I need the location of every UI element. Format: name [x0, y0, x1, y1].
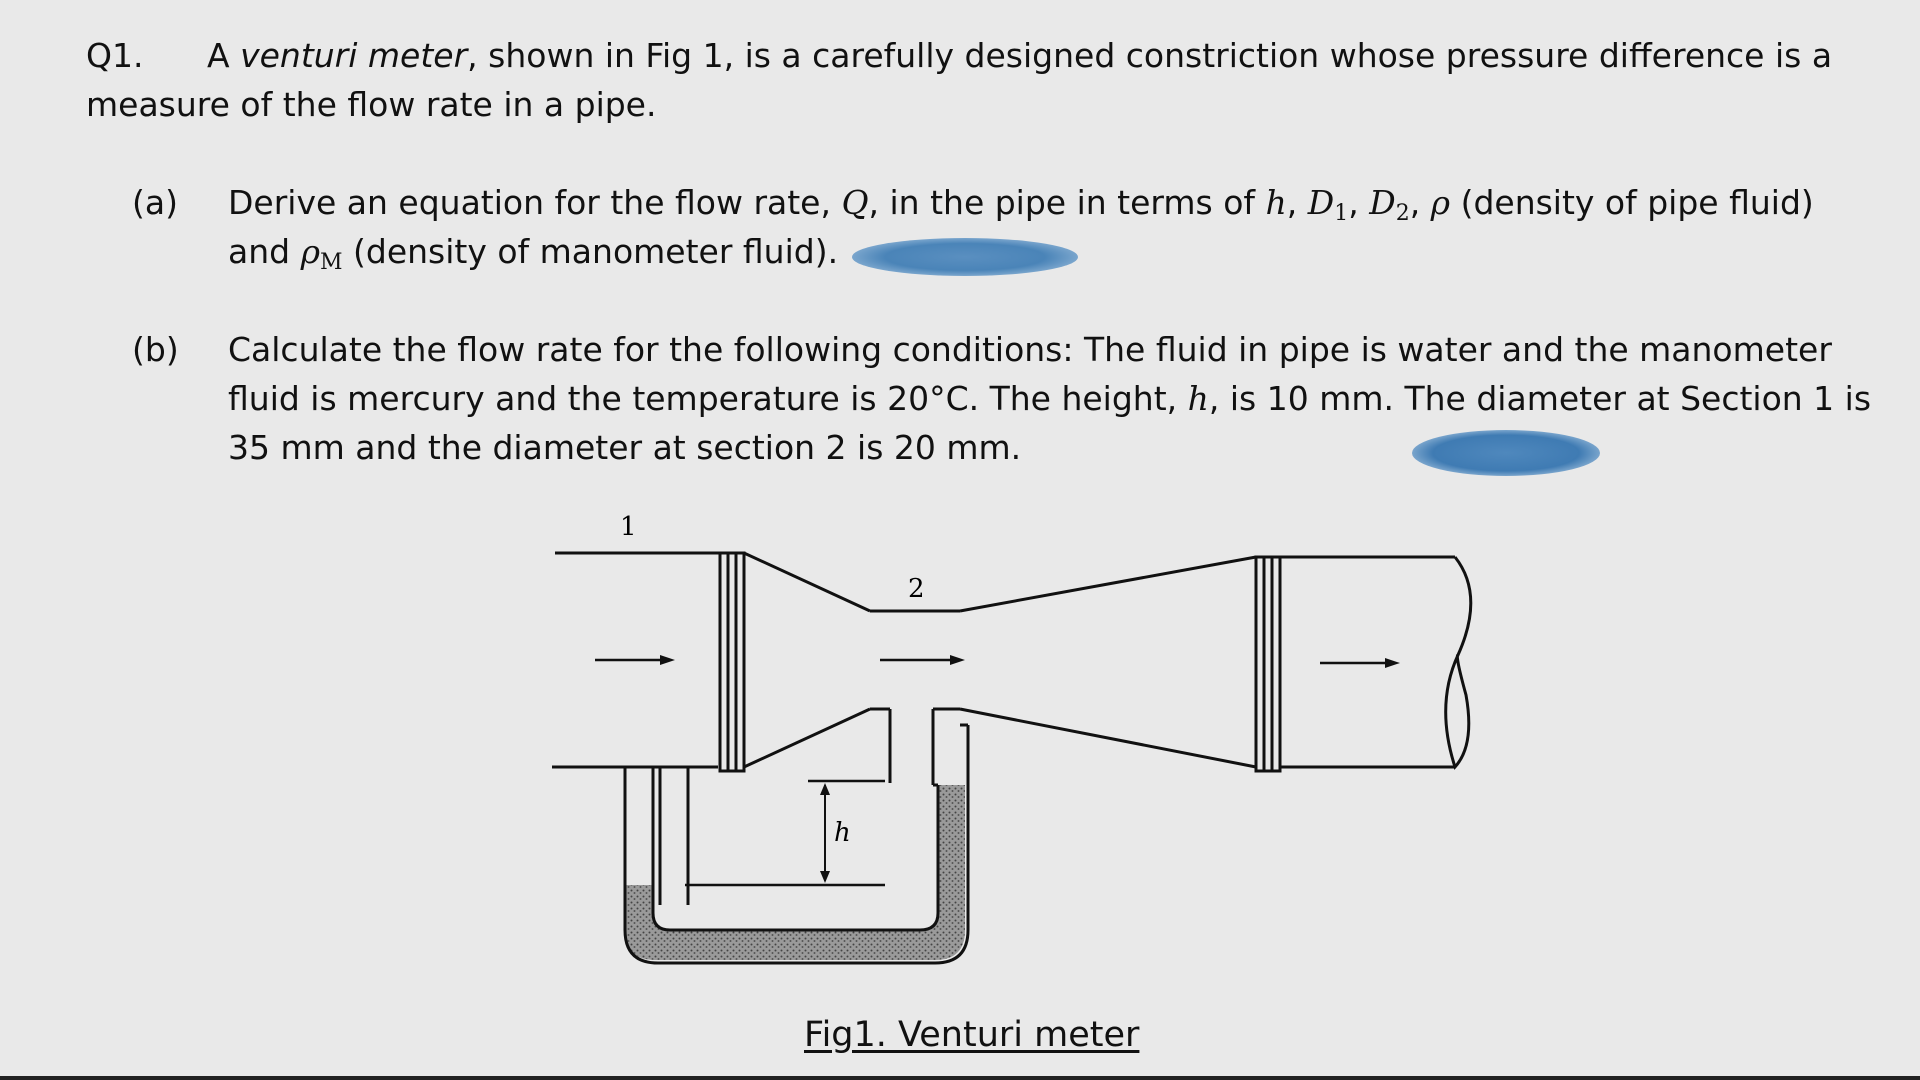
section-1-label: 1	[620, 512, 637, 542]
question-intro-line1	[207, 36, 1840, 75]
figure-caption: Fig1. Venturi meter	[804, 1015, 1140, 1055]
flange-1	[720, 553, 744, 771]
symbol-h-b: h	[1187, 379, 1209, 418]
part-a-line1: Derive an equation for the flow rate, Q, in the pipe in terms of h, $D_1$, $D_2$, ρ (density of pipe fluid)	[228, 183, 1814, 226]
diverging-top	[960, 557, 1256, 611]
symbol-d1: D	[1307, 183, 1335, 222]
symbol-d2: D	[1369, 183, 1396, 222]
symbol-rho-m: ρ	[300, 232, 320, 271]
intro-lead: A	[207, 36, 241, 75]
part-a-line2-suffix: (density of manometer fluid).	[342, 232, 839, 271]
symbol-rho: ρ	[1430, 183, 1451, 222]
part-a-suffix: (density of pipe fluid)	[1450, 183, 1814, 222]
venturi-diagram	[540, 505, 1500, 975]
converging-top	[744, 553, 870, 611]
redaction-scribble-a	[852, 238, 1078, 276]
part-b-line1: Calculate the flow rate for the following conditions: The fluid in pipe is water and the manometer	[228, 330, 1832, 369]
converging-bottom	[744, 709, 870, 767]
part-b-line2-suffix: , is 10 mm. The diameter at Section 1 is	[1208, 379, 1872, 418]
part-a-prefix: Derive an equation for the flow rate,	[228, 183, 842, 222]
diverging-bottom	[960, 709, 1256, 767]
manometer-inner	[653, 767, 938, 930]
part-b-line3: 35 mm and the diameter at section 2 is 20 mm.	[228, 428, 1022, 467]
subscript-1: 1	[1334, 201, 1349, 226]
subscript-m: M	[319, 250, 343, 275]
part-b-line2	[228, 379, 1871, 418]
part-b-label: (b)	[132, 330, 179, 369]
part-b-line2-prefix: fluid is mercury and the temperature is 20°C. The height,	[228, 379, 1188, 418]
manometer-outer	[625, 725, 968, 963]
h-label: h	[834, 818, 851, 848]
question-intro-line2: measure of the flow rate in a pipe.	[86, 85, 657, 124]
part-a-mid: , in the pipe in terms of	[868, 183, 1266, 222]
part-a-label: (a)	[132, 183, 178, 222]
question-number: Q1.	[86, 36, 144, 75]
outlet-pipe-break	[1446, 557, 1471, 767]
subscript-2: 2	[1395, 201, 1410, 226]
symbol-q: Q	[841, 183, 869, 222]
part-a-line2-prefix: and	[228, 232, 301, 271]
section-2-label: 2	[908, 574, 925, 604]
symbol-h: h	[1265, 183, 1287, 222]
intro-rest: , shown in Fig 1, is a carefully designed constriction whose pressure difference is a	[467, 36, 1833, 75]
bottom-divider	[0, 1076, 1920, 1080]
part-a-line2	[228, 232, 838, 275]
manometer-mercury	[625, 785, 965, 960]
flange-2	[1256, 557, 1280, 771]
intro-italic-term: venturi meter	[240, 36, 468, 75]
redaction-scribble-b	[1412, 430, 1600, 476]
